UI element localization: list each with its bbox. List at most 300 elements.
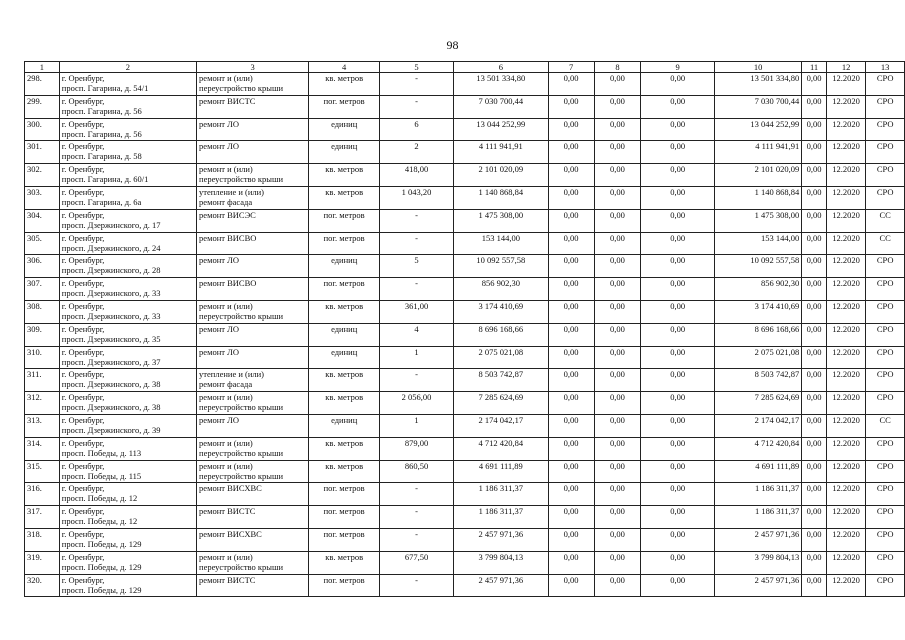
total-cost-cell: 4 712 420,84 <box>453 437 548 460</box>
total-cost-cell: 2 457 971,36 <box>453 574 548 597</box>
quantity-cell: - <box>380 506 454 529</box>
col9-cell: 0,00 <box>641 483 715 506</box>
col7-cell: 0,00 <box>548 414 594 437</box>
col10-cell: 2 101 020,09 <box>714 164 801 187</box>
col8-cell: 0,00 <box>594 574 641 597</box>
unit-cell: кв. метров <box>309 186 380 209</box>
address-cell <box>59 232 196 255</box>
column-header: 10 <box>714 62 801 73</box>
address-cell <box>59 164 196 187</box>
total-cost-cell: 1 475 308,00 <box>453 209 548 232</box>
address-city: г. Оренбург, <box>61 95 105 106</box>
col10-cell: 7 285 624,69 <box>714 392 801 415</box>
row-number: 303. <box>25 186 60 209</box>
col10-cell: 3 799 804,13 <box>714 551 801 574</box>
address-street: просп. Дзержинского, д. 38 <box>61 402 161 413</box>
column-header: 8 <box>594 62 641 73</box>
table-row <box>25 95 905 118</box>
work-type-line-1: ремонт и (или) <box>199 437 253 448</box>
unit-cell: единиц <box>309 323 380 346</box>
date-cell: 12.2020 <box>826 323 865 346</box>
work-type-line-1: ремонт и (или) <box>199 300 253 311</box>
col8-cell: 0,00 <box>594 392 641 415</box>
unit-cell: кв. метров <box>309 460 380 483</box>
address-city: г. Оренбург, <box>61 323 105 334</box>
address-cell <box>59 95 196 118</box>
address-cell <box>59 186 196 209</box>
total-cost-cell: 13 501 334,80 <box>453 73 548 96</box>
row-number: 312. <box>25 392 60 415</box>
quantity-cell: - <box>380 369 454 392</box>
quantity-cell: 1 043,20 <box>380 186 454 209</box>
address-cell <box>59 574 196 597</box>
col9-cell: 0,00 <box>641 392 715 415</box>
address-cell <box>59 255 196 278</box>
address-city: г. Оренбург, <box>61 141 105 152</box>
date-cell: 12.2020 <box>826 232 865 255</box>
col9-cell: 0,00 <box>641 232 715 255</box>
col11-cell: 0,00 <box>802 300 827 323</box>
col8-cell: 0,00 <box>594 369 641 392</box>
unit-cell: кв. метров <box>309 437 380 460</box>
quantity-cell: 418,00 <box>380 164 454 187</box>
row-number: 301. <box>25 141 60 164</box>
address-street: просп. Победы, д. 129 <box>61 584 142 595</box>
col8-cell: 0,00 <box>594 483 641 506</box>
table-row <box>25 118 905 141</box>
work-type-line-1: ремонт ВИСЭС <box>199 209 256 220</box>
total-cost-cell: 856 902,30 <box>453 278 548 301</box>
work-type-cell <box>197 574 309 597</box>
col11-cell: 0,00 <box>802 574 827 597</box>
row-number: 298. <box>25 73 60 96</box>
address-city: г. Оренбург, <box>61 209 105 220</box>
quantity-cell: - <box>380 95 454 118</box>
col9-cell: 0,00 <box>641 95 715 118</box>
address-city: г. Оренбург, <box>61 118 105 129</box>
quantity-cell: 2 056,00 <box>380 392 454 415</box>
address-city: г. Оренбург, <box>61 164 105 175</box>
work-type-cell <box>197 323 309 346</box>
quantity-cell: 879,00 <box>380 437 454 460</box>
table-row <box>25 574 905 597</box>
quantity-cell: 361,00 <box>380 300 454 323</box>
total-cost-cell: 7 285 624,69 <box>453 392 548 415</box>
date-cell: 12.2020 <box>826 369 865 392</box>
col8-cell: 0,00 <box>594 278 641 301</box>
row-number: 302. <box>25 164 60 187</box>
work-type-line-2: переустройство крыши <box>199 470 284 481</box>
address-cell <box>59 392 196 415</box>
work-type-cell <box>197 414 309 437</box>
quantity-cell: - <box>380 73 454 96</box>
work-type-cell <box>197 392 309 415</box>
total-cost-cell: 13 044 252,99 <box>453 118 548 141</box>
method-cell: СС <box>866 209 905 232</box>
col8-cell: 0,00 <box>594 164 641 187</box>
row-number: 300. <box>25 118 60 141</box>
work-type-line-1: ремонт ЛО <box>199 255 239 266</box>
col7-cell: 0,00 <box>548 369 594 392</box>
total-cost-cell: 7 030 700,44 <box>453 95 548 118</box>
work-type-line-1: ремонт ЛО <box>199 414 239 425</box>
row-number: 310. <box>25 346 60 369</box>
col11-cell: 0,00 <box>802 118 827 141</box>
address-street: просп. Победы, д. 129 <box>61 561 142 572</box>
total-cost-cell: 153 144,00 <box>453 232 548 255</box>
address-cell <box>59 437 196 460</box>
address-cell <box>59 460 196 483</box>
work-type-line-1: ремонт и (или) <box>199 73 253 83</box>
date-cell: 12.2020 <box>826 483 865 506</box>
table-row <box>25 186 905 209</box>
unit-cell: единиц <box>309 255 380 278</box>
address-city: г. Оренбург, <box>61 369 105 380</box>
row-number: 299. <box>25 95 60 118</box>
col11-cell: 0,00 <box>802 483 827 506</box>
col7-cell: 0,00 <box>548 186 594 209</box>
work-type-line-1: ремонт ВИСВО <box>199 232 257 243</box>
work-type-cell <box>197 483 309 506</box>
address-street: просп. Победы, д. 12 <box>61 493 138 504</box>
table-row <box>25 300 905 323</box>
table-row <box>25 528 905 551</box>
date-cell: 12.2020 <box>826 528 865 551</box>
method-cell: СРО <box>866 141 905 164</box>
address-city: г. Оренбург, <box>61 392 105 403</box>
address-cell <box>59 483 196 506</box>
col8-cell: 0,00 <box>594 551 641 574</box>
method-cell: СРО <box>866 506 905 529</box>
quantity-cell: 6 <box>380 118 454 141</box>
method-cell: СС <box>866 232 905 255</box>
address-cell <box>59 118 196 141</box>
address-street: просп. Победы, д. 115 <box>61 470 142 481</box>
unit-cell: кв. метров <box>309 369 380 392</box>
col10-cell: 153 144,00 <box>714 232 801 255</box>
col10-cell: 2 075 021,08 <box>714 346 801 369</box>
col8-cell: 0,00 <box>594 346 641 369</box>
col11-cell: 0,00 <box>802 460 827 483</box>
unit-cell: пог. метров <box>309 232 380 255</box>
col7-cell: 0,00 <box>548 460 594 483</box>
date-cell: 12.2020 <box>826 118 865 141</box>
unit-cell: пог. метров <box>309 483 380 506</box>
method-cell: СРО <box>866 118 905 141</box>
work-type-line-2: переустройство крыши <box>199 402 284 413</box>
col7-cell: 0,00 <box>548 118 594 141</box>
table-row <box>25 73 905 96</box>
address-street: просп. Гагарина, д. 56 <box>61 128 142 139</box>
col10-cell: 8 503 742,87 <box>714 369 801 392</box>
col10-cell: 10 092 557,58 <box>714 255 801 278</box>
address-cell <box>59 369 196 392</box>
table-row <box>25 164 905 187</box>
work-type-line-1: утепление и (или) <box>199 186 265 197</box>
column-header: 9 <box>641 62 715 73</box>
work-type-cell <box>197 346 309 369</box>
address-cell <box>59 209 196 232</box>
col11-cell: 0,00 <box>802 369 827 392</box>
col8-cell: 0,00 <box>594 141 641 164</box>
work-type-line-1: ремонт ВИСВО <box>199 278 257 289</box>
work-type-line-1: ремонт ВИСХВС <box>199 483 262 494</box>
row-number: 315. <box>25 460 60 483</box>
page-number: 98 <box>446 38 459 52</box>
col11-cell: 0,00 <box>802 392 827 415</box>
table-row <box>25 460 905 483</box>
col10-cell: 1 475 308,00 <box>714 209 801 232</box>
quantity-cell: 1 <box>380 414 454 437</box>
address-city: г. Оренбург, <box>61 574 105 585</box>
col7-cell: 0,00 <box>548 483 594 506</box>
address-street: просп. Дзержинского, д. 17 <box>61 219 161 230</box>
unit-cell: кв. метров <box>309 551 380 574</box>
address-street: просп. Дзержинского, д. 28 <box>61 265 161 276</box>
total-cost-cell: 8 503 742,87 <box>453 369 548 392</box>
work-type-line-1: ремонт ВИСТС <box>199 574 256 585</box>
work-type-line-2: переустройство крыши <box>199 174 284 185</box>
col11-cell: 0,00 <box>802 73 827 96</box>
address-cell <box>59 278 196 301</box>
address-cell <box>59 141 196 164</box>
work-type-cell <box>197 460 309 483</box>
col11-cell: 0,00 <box>802 186 827 209</box>
method-cell: СРО <box>866 300 905 323</box>
col7-cell: 0,00 <box>548 95 594 118</box>
col9-cell: 0,00 <box>641 506 715 529</box>
method-cell: СРО <box>866 437 905 460</box>
date-cell: 12.2020 <box>826 414 865 437</box>
quantity-cell: 677,50 <box>380 551 454 574</box>
work-type-line-1: ремонт ВИСТС <box>199 95 256 106</box>
method-cell: СРО <box>866 574 905 597</box>
col11-cell: 0,00 <box>802 255 827 278</box>
table-row <box>25 209 905 232</box>
col7-cell: 0,00 <box>548 574 594 597</box>
unit-cell: пог. метров <box>309 506 380 529</box>
work-type-line-1: ремонт ЛО <box>199 141 239 152</box>
col11-cell: 0,00 <box>802 346 827 369</box>
quantity-cell: 1 <box>380 346 454 369</box>
total-cost-cell: 3 799 804,13 <box>453 551 548 574</box>
work-type-line-1: ремонт ВИСХВС <box>199 528 262 539</box>
col11-cell: 0,00 <box>802 506 827 529</box>
date-cell: 12.2020 <box>826 460 865 483</box>
column-header: 6 <box>453 62 548 73</box>
date-cell: 12.2020 <box>826 278 865 301</box>
work-type-cell <box>197 369 309 392</box>
table-row <box>25 141 905 164</box>
table-row <box>25 506 905 529</box>
table-row <box>25 323 905 346</box>
date-cell: 12.2020 <box>826 186 865 209</box>
col9-cell: 0,00 <box>641 346 715 369</box>
address-city: г. Оренбург, <box>61 437 105 448</box>
col10-cell: 4 712 420,84 <box>714 437 801 460</box>
col10-cell: 7 030 700,44 <box>714 95 801 118</box>
column-header: 1 <box>25 62 60 73</box>
col9-cell: 0,00 <box>641 118 715 141</box>
col8-cell: 0,00 <box>594 73 641 96</box>
row-number: 314. <box>25 437 60 460</box>
table-row <box>25 369 905 392</box>
col7-cell: 0,00 <box>548 506 594 529</box>
col10-cell: 2 457 971,36 <box>714 574 801 597</box>
method-cell: СРО <box>866 164 905 187</box>
col9-cell: 0,00 <box>641 186 715 209</box>
row-number: 319. <box>25 551 60 574</box>
date-cell: 12.2020 <box>826 551 865 574</box>
address-city: г. Оренбург, <box>61 506 105 517</box>
method-cell: СРО <box>866 369 905 392</box>
date-cell: 12.2020 <box>826 95 865 118</box>
col7-cell: 0,00 <box>548 255 594 278</box>
date-cell: 12.2020 <box>826 300 865 323</box>
date-cell: 12.2020 <box>826 255 865 278</box>
col7-cell: 0,00 <box>548 346 594 369</box>
total-cost-cell: 8 696 168,66 <box>453 323 548 346</box>
row-number: 313. <box>25 414 60 437</box>
col10-cell: 3 174 410,69 <box>714 300 801 323</box>
col10-cell: 1 186 311,37 <box>714 506 801 529</box>
work-type-line-1: ремонт и (или) <box>199 460 253 471</box>
work-type-cell <box>197 437 309 460</box>
col7-cell: 0,00 <box>548 141 594 164</box>
unit-cell: пог. метров <box>309 278 380 301</box>
col11-cell: 0,00 <box>802 437 827 460</box>
col11-cell: 0,00 <box>802 232 827 255</box>
table-row <box>25 551 905 574</box>
address-cell <box>59 73 196 96</box>
col10-cell: 8 696 168,66 <box>714 323 801 346</box>
address-street: просп. Дзержинского, д. 33 <box>61 310 161 321</box>
method-cell: СРО <box>866 460 905 483</box>
work-type-line-1: ремонт и (или) <box>199 164 253 175</box>
address-street: просп. Гагарина, д. 6а <box>61 196 142 207</box>
quantity-cell: 860,50 <box>380 460 454 483</box>
quantity-cell: 5 <box>380 255 454 278</box>
col7-cell: 0,00 <box>548 300 594 323</box>
total-cost-cell: 3 174 410,69 <box>453 300 548 323</box>
date-cell: 12.2020 <box>826 164 865 187</box>
col7-cell: 0,00 <box>548 528 594 551</box>
work-type-cell <box>197 186 309 209</box>
row-number: 304. <box>25 209 60 232</box>
method-cell: СРО <box>866 323 905 346</box>
method-cell: СРО <box>866 483 905 506</box>
method-cell: СРО <box>866 392 905 415</box>
total-cost-cell: 1 186 311,37 <box>453 506 548 529</box>
col7-cell: 0,00 <box>548 278 594 301</box>
row-number: 318. <box>25 528 60 551</box>
address-city: г. Оренбург, <box>61 346 105 357</box>
address-cell <box>59 300 196 323</box>
address-cell <box>59 506 196 529</box>
table-row <box>25 255 905 278</box>
unit-cell: единиц <box>309 141 380 164</box>
address-cell <box>59 323 196 346</box>
method-cell: СРО <box>866 73 905 96</box>
table-row <box>25 483 905 506</box>
unit-cell: кв. метров <box>309 392 380 415</box>
work-type-line-2: переустройство крыши <box>199 83 284 93</box>
col8-cell: 0,00 <box>594 118 641 141</box>
date-cell: 12.2020 <box>826 209 865 232</box>
col9-cell: 0,00 <box>641 414 715 437</box>
work-type-cell <box>197 209 309 232</box>
address-city: г. Оренбург, <box>61 232 105 243</box>
col8-cell: 0,00 <box>594 95 641 118</box>
work-type-line-2: переустройство крыши <box>199 310 284 321</box>
unit-cell: пог. метров <box>309 574 380 597</box>
column-header: 12 <box>826 62 865 73</box>
col7-cell: 0,00 <box>548 232 594 255</box>
address-city: г. Оренбург, <box>61 255 105 266</box>
capital-repair-table <box>24 61 905 597</box>
method-cell: СРО <box>866 95 905 118</box>
total-cost-cell: 10 092 557,58 <box>453 255 548 278</box>
address-city: г. Оренбург, <box>61 528 105 539</box>
col9-cell: 0,00 <box>641 209 715 232</box>
work-type-cell <box>197 528 309 551</box>
address-street: просп. Гагарина, д. 60/1 <box>61 174 149 185</box>
quantity-cell: - <box>380 528 454 551</box>
column-header: 11 <box>802 62 827 73</box>
work-type-cell <box>197 255 309 278</box>
row-number: 308. <box>25 300 60 323</box>
method-cell: СРО <box>866 255 905 278</box>
total-cost-cell: 2 075 021,08 <box>453 346 548 369</box>
col11-cell: 0,00 <box>802 164 827 187</box>
address-street: просп. Победы, д. 129 <box>61 538 142 549</box>
total-cost-cell: 2 101 020,09 <box>453 164 548 187</box>
method-cell: СРО <box>866 186 905 209</box>
col11-cell: 0,00 <box>802 95 827 118</box>
work-type-cell <box>197 506 309 529</box>
date-cell: 12.2020 <box>826 574 865 597</box>
col8-cell: 0,00 <box>594 460 641 483</box>
address-city: г. Оренбург, <box>61 414 105 425</box>
address-street: просп. Дзержинского, д. 37 <box>61 356 161 367</box>
col10-cell: 1 186 311,37 <box>714 483 801 506</box>
quantity-cell: - <box>380 232 454 255</box>
col10-cell: 4 111 941,91 <box>714 141 801 164</box>
address-city: г. Оренбург, <box>61 483 105 494</box>
col7-cell: 0,00 <box>548 323 594 346</box>
quantity-cell: - <box>380 574 454 597</box>
col8-cell: 0,00 <box>594 186 641 209</box>
row-number: 317. <box>25 506 60 529</box>
unit-cell: пог. метров <box>309 95 380 118</box>
address-cell <box>59 551 196 574</box>
date-cell: 12.2020 <box>826 392 865 415</box>
unit-cell: кв. метров <box>309 300 380 323</box>
col7-cell: 0,00 <box>548 209 594 232</box>
work-type-line-2: переустройство крыши <box>199 447 284 458</box>
total-cost-cell: 1 140 868,84 <box>453 186 548 209</box>
col9-cell: 0,00 <box>641 73 715 96</box>
col8-cell: 0,00 <box>594 414 641 437</box>
address-street: просп. Гагарина, д. 54/1 <box>61 83 149 93</box>
quantity-cell: 4 <box>380 323 454 346</box>
address-street: просп. Дзержинского, д. 39 <box>61 424 161 435</box>
address-street: просп. Дзержинского, д. 35 <box>61 333 161 344</box>
col9-cell: 0,00 <box>641 141 715 164</box>
row-number: 316. <box>25 483 60 506</box>
table-row <box>25 346 905 369</box>
address-street: просп. Гагарина, д. 56 <box>61 105 142 116</box>
